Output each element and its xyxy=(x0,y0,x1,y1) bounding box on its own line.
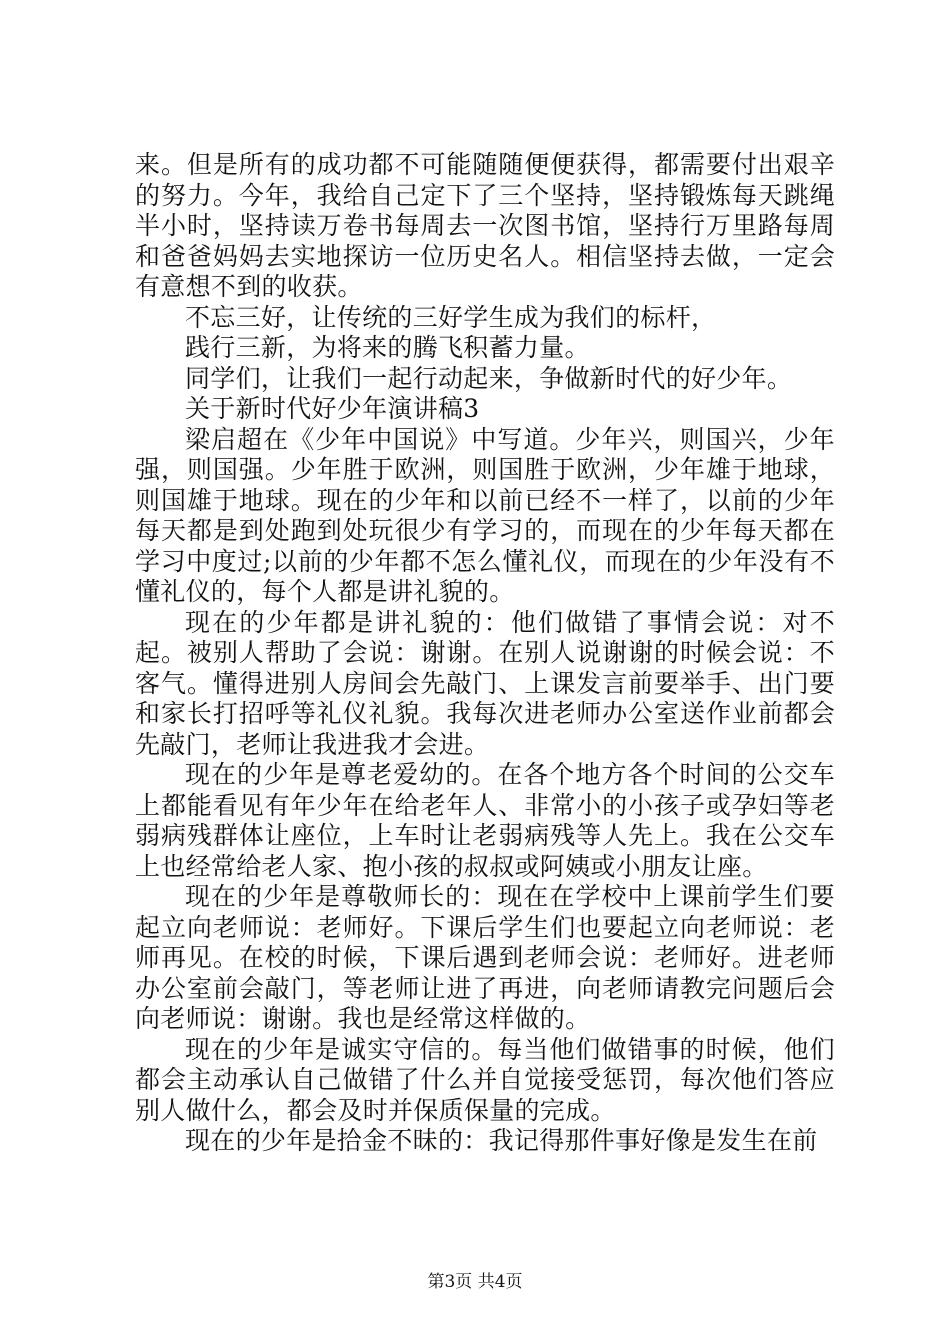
paragraph-8: 现在的少年是尊老爱幼的。在各个地方各个时间的公交车上都能看见有年少年在给老年人、非常小的小孩子或孕妇等老弱病残群体让座位，上车时让老弱病残等人先上。我在公交车上也经常给老人家、抱小孩的叔叔或阿姨或小朋友让座。 xyxy=(135,760,835,881)
paragraph-11: 现在的少年是拾金不昧的：我记得那件事好像是发生在前 xyxy=(185,1126,818,1155)
page-number-footer: 第3页 共4页 xyxy=(427,1272,523,1292)
section-heading: 关于新时代好少年演讲稿3 xyxy=(185,394,480,423)
paragraph-4: 同学们，让我们一起行动起来，争做新时代的好少年。 xyxy=(185,363,793,393)
paragraph-1: 来。但是所有的成功都不可能随随便便获得，都需要付出艰辛的努力。今年，我给自己定下了三个坚持，坚持锻炼每天跳绳半小时，坚持读万卷书每周去一次图书馆，坚持行万里路每周和爸爸妈妈去实地探访一位历史名人。相信坚持去做，一定会有意想不到的收获。 xyxy=(135,150,835,301)
paragraph-7: 现在的少年都是讲礼貌的：他们做错了事情会说：对不起。被别人帮助了会说：谢谢。在别人说谢谢的时候会说：不客气。懂得进别人房间会先敲门、上课发言前要举手、出门要和家长打招呼等礼仪礼貌。我每次进老师办公室送作业前都会先敲门，老师让我进我才会进。 xyxy=(135,607,835,759)
paragraph-3: 践行三新，为将来的腾飞积蓄力量。 xyxy=(185,333,590,362)
paragraph-6: 梁启超在《少年中国说》中写道。少年兴，则国兴，少年强，则国强。少年胜于欧洲，则国胜于欧洲，少年雄于地球，则国雄于地球。现在的少年和以前已经不一样了，以前的少年每天都是到处跑到处玩很少有学习的，而现在的少年每天都在学习中度过;以前的少年都不怎么懂礼仪，而现在的少年没有不懂礼仪的，每个人都是讲礼貌的。 xyxy=(135,424,835,606)
paragraph-10: 现在的少年是诚实守信的。每当他们做错事的时候，他们都会主动承认自己做错了什么并自觉接受惩罚，每次他们答应别人做什么，都会及时并保质保量的完成。 xyxy=(135,1034,835,1125)
paragraph-9: 现在的少年是尊敬师长的：现在在学校中上课前学生们要起立向老师说：老师好。下课后学生们也要起立向老师说：老师再见。在校的时候，下课后遇到老师会说：老师好。进老师办公室前会敲门，等老师让进了再进，向老师请教完问题后会向老师说：谢谢。我也是经常这样做的。 xyxy=(135,882,835,1033)
document-body xyxy=(135,150,835,1157)
paragraph-2: 不忘三好，让传统的三好学生成为我们的标杆， xyxy=(185,302,717,332)
